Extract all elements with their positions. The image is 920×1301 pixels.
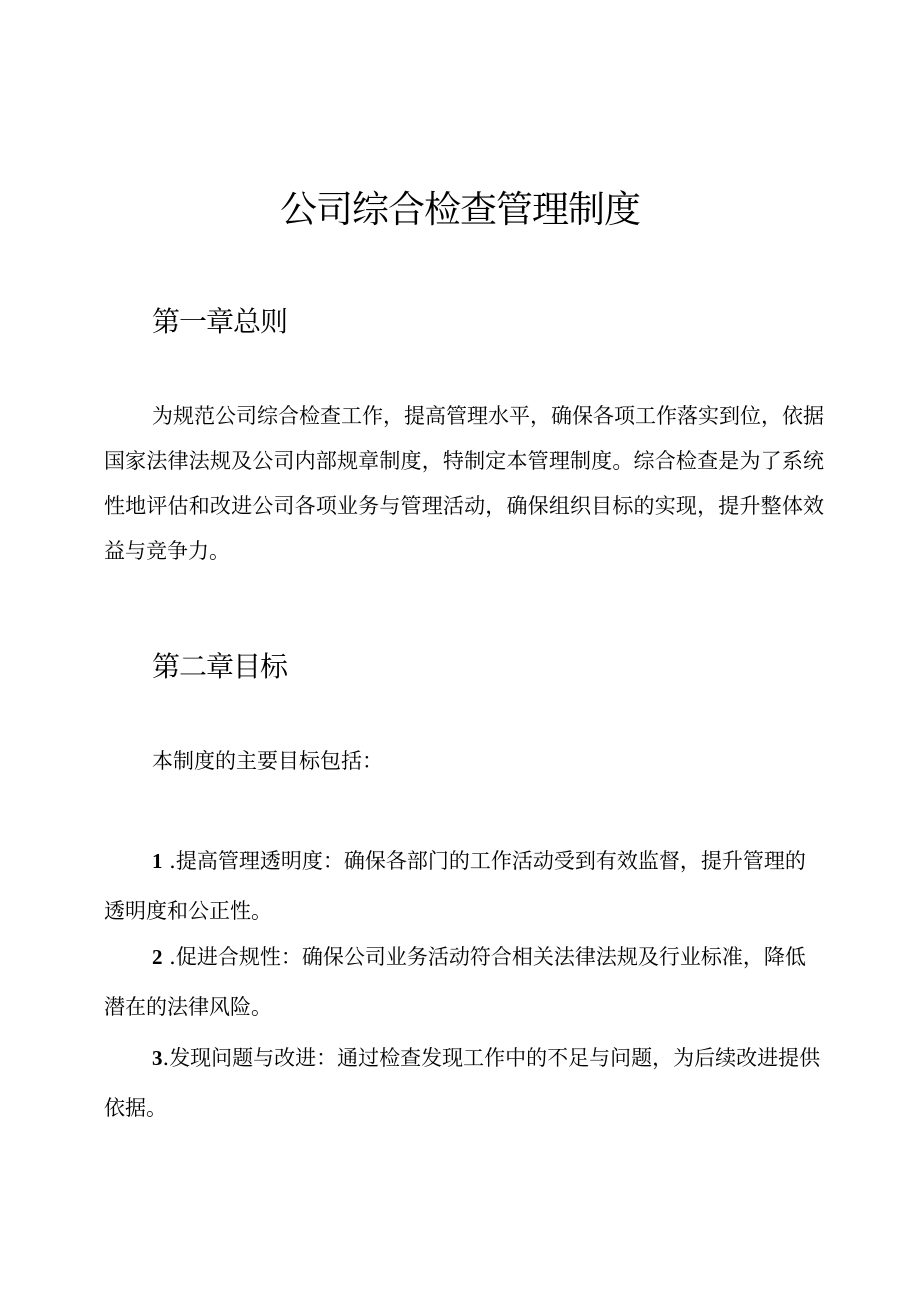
goal-item-separator: .	[162, 1046, 170, 1070]
document-title: 公司综合检查管理制度	[280, 188, 640, 231]
chapter-heading-general: 第一章总则	[152, 305, 288, 338]
goal-item-text: 提高管理透明度：确保各部门的工作活动受到有效监督，提升管理的透明度和公正性。	[104, 849, 806, 923]
goal-item	[104, 1033, 824, 1133]
general-paragraph: 为规范公司综合检查工作，提高管理水平，确保各项工作落实到位，依据国家法律法规及公司内部规章制度，特制定本管理制度。综合检查是为了系统性地评估和改进公司各项业务与管理活动，确保组织目标的实现，提升整体效益与竞争力。	[104, 404, 824, 563]
goal-item-number: 3	[152, 1046, 163, 1070]
goal-item-text: 发现问题与改进：通过检查发现工作中的不足与问题，为后续改进提供依据。	[104, 1046, 821, 1120]
goals-intro: 本制度的主要目标包括：	[152, 749, 383, 773]
goal-item	[104, 932, 824, 1032]
goal-item-separator: .	[162, 849, 176, 873]
chapter-heading-goals: 第二章目标	[152, 650, 288, 683]
goal-item-number: 2	[152, 945, 163, 969]
goal-item-number: 1	[152, 849, 163, 873]
goal-item	[104, 836, 824, 936]
goal-item-text: 促进合规性：确保公司业务活动符合相关法律法规及行业标准，降低潜在的法律风险。	[104, 945, 806, 1019]
goal-item-separator: .	[162, 945, 176, 969]
